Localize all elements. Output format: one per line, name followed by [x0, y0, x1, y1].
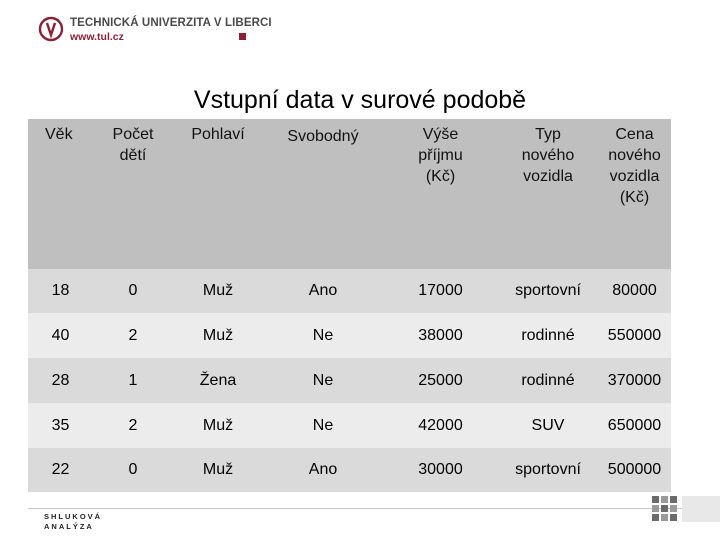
header-vehicle-price-line1: Cena: [615, 126, 654, 143]
cell-gender: Žena: [199, 371, 237, 389]
cell-children: 2: [128, 416, 138, 434]
logo-accent-square: [239, 33, 246, 40]
header-vehicle-type-line1: Typ: [535, 126, 561, 143]
header-income-line2: příjmu: [418, 147, 463, 164]
header-gender: [173, 124, 263, 145]
header-vehicle-price: [598, 124, 671, 208]
cell-children: 1: [128, 371, 138, 389]
table-header-row: [28, 119, 671, 269]
header-vehicle-price-line3: vozidla: [609, 168, 660, 185]
footer-gray-block: [682, 496, 720, 522]
table-row: [28, 448, 671, 492]
header-income-line1: Výše: [422, 126, 459, 143]
header-vehicle-price-line2: nového: [608, 147, 661, 164]
cell-children: 0: [128, 461, 138, 478]
cell-gender: Muž: [202, 282, 234, 299]
cell-age: 18: [51, 282, 70, 299]
cell-income: 42000: [418, 416, 463, 434]
header-children-line1: Počet: [112, 126, 154, 143]
cell-single: Ne: [312, 416, 334, 434]
slide-title: [0, 86, 720, 115]
cell-income: 25000: [418, 371, 463, 389]
footer-topic-label: [44, 512, 102, 532]
cell-income: 38000: [418, 326, 463, 344]
university-logo: [38, 14, 272, 44]
cell-vehicle-price: 370000: [607, 371, 662, 389]
header-income: [383, 124, 498, 187]
header-vehicle-type-line2: nového: [521, 147, 575, 164]
cell-single: Ano: [308, 461, 338, 478]
cell-vehicle-price: 550000: [607, 326, 662, 344]
header-children: [93, 124, 173, 166]
header-vehicle-type-line3: vozidla: [523, 168, 573, 185]
header-age: [28, 124, 93, 145]
header-gender-text: Pohlaví: [191, 126, 245, 143]
header-vehicle-price-line4: (Kč): [619, 189, 650, 206]
cell-gender: Muž: [202, 461, 234, 478]
cell-income: 30000: [418, 461, 463, 478]
cell-vehicle-price: 500000: [607, 461, 662, 478]
header-income-line3: (Kč): [425, 168, 456, 185]
cell-gender: Muž: [202, 416, 234, 434]
table-row: [28, 358, 671, 403]
cell-single: Ano: [308, 282, 338, 299]
cell-vehicle-type: SUV: [531, 416, 565, 434]
header-children-line2: dětí: [119, 147, 147, 164]
header-age-text: Věk: [45, 126, 73, 143]
footer-topic-line2: ANALÝZA: [44, 522, 94, 531]
cell-single: Ne: [312, 326, 334, 344]
cell-children: 0: [128, 282, 138, 299]
footer-divider: [28, 508, 720, 509]
cell-single: Ne: [312, 371, 334, 389]
header-vehicle-type: [498, 124, 598, 187]
table-row: [28, 269, 671, 313]
grid-icon: [652, 496, 678, 522]
cell-income: 17000: [418, 282, 463, 299]
cell-age: 40: [51, 326, 70, 344]
cell-children: 2: [128, 326, 138, 344]
cell-vehicle-type: sportovní: [515, 282, 581, 299]
university-url[interactable]: www.tul.cz: [70, 31, 124, 43]
cell-vehicle-type: rodinné: [521, 371, 575, 389]
data-table: [28, 119, 671, 492]
cell-age: 28: [51, 371, 70, 389]
footer-topic-line1: SHLUKOVÁ: [44, 512, 103, 521]
university-name: TECHNICKÁ UNIVERZITA V LIBERCI: [70, 17, 272, 29]
cell-vehicle-type: sportovní: [515, 461, 581, 478]
cell-age: 22: [51, 461, 70, 478]
university-emblem-icon: [38, 16, 64, 42]
cell-age: 35: [51, 416, 70, 434]
header-single-text: Svobodný: [287, 128, 359, 145]
slide-title-text: Vstupní data v surové podobě: [193, 86, 527, 114]
table-row: [28, 313, 671, 358]
cell-gender: Muž: [202, 326, 234, 344]
cell-vehicle-price: 80000: [612, 282, 657, 299]
header-single: [263, 126, 383, 147]
cell-vehicle-price: 650000: [607, 416, 662, 434]
cell-vehicle-type: rodinné: [521, 326, 575, 344]
table-row: [28, 403, 671, 448]
